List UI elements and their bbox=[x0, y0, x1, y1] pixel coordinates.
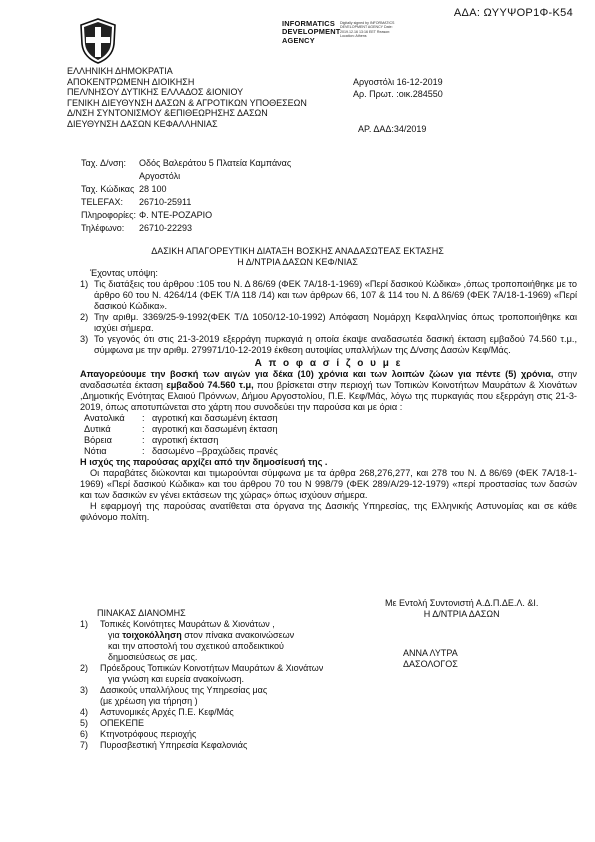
protocol-number: Αρ. Πρωτ. :οικ.284550 bbox=[353, 89, 443, 99]
border-desc: αγροτική και δασωμένη έκταση bbox=[152, 424, 278, 434]
decision-text: στην αναδασωτέα έκταση bbox=[80, 369, 577, 390]
considering-heading: Έχοντας υπόψη: bbox=[90, 268, 158, 278]
distribution-item bbox=[80, 718, 380, 729]
distribution-line: για γνώση και ευρεία ανακοίνωση. bbox=[108, 674, 245, 684]
distribution-item bbox=[80, 685, 380, 707]
contact-value: Αργοστόλι bbox=[139, 171, 181, 181]
border-desc: αγροτική έκταση bbox=[152, 435, 219, 445]
border-row bbox=[84, 413, 577, 424]
signature-logo-line: AGENCY bbox=[282, 35, 315, 45]
list-number: 7) bbox=[80, 740, 89, 750]
border-desc: δασωμένο –βραχώδεις πρανές bbox=[152, 446, 278, 456]
header-line: ΔΙΕΥΘΥΝΣΗ ΔΑΣΩΝ ΚΕΦΑΛΛΗΝΙΑΣ bbox=[67, 118, 218, 129]
list-number: 1) bbox=[80, 619, 89, 629]
contact-label: TELEFAX: bbox=[81, 197, 124, 207]
contact-label: Πληροφορίες: bbox=[81, 210, 136, 220]
decides-heading: Α π ο φ α σ ί ζ ο υ μ ε bbox=[254, 358, 403, 369]
signer-block bbox=[385, 598, 538, 620]
document-title bbox=[0, 246, 595, 268]
signature-details: Digitally signed by INFORMATICS DEVELOPMENT AGENCY Date: 2019.12.16 13:16 EET Reason: Location: Athens bbox=[340, 21, 395, 39]
distribution-line: δημοσιεύσεως σε μας. bbox=[108, 652, 198, 662]
border-row bbox=[84, 424, 577, 435]
list-item bbox=[80, 279, 577, 312]
list-text bbox=[100, 619, 380, 663]
signature-logo bbox=[282, 20, 340, 45]
contact-row bbox=[81, 183, 291, 196]
header-line: ΓΕΝΙΚΗ ΔΙΕΥΘΥΝΣΗ ΔΑΣΩΝ & ΑΓΡΟΤΙΚΩΝ ΥΠΟΘΕΣΕΩΝ bbox=[67, 97, 307, 108]
distribution-line: Πρόεδρους Τοπικών Κοινοτήτων Μαυράτων & Χιονάτων bbox=[100, 663, 324, 673]
signer-role: ΔΑΣΟΛΟΓΟΣ bbox=[403, 659, 458, 669]
border-row bbox=[84, 435, 577, 446]
signature-logo-line: DEVELOPMENT bbox=[282, 27, 341, 37]
list-text: ΟΠΕΚΕΠΕ bbox=[100, 718, 145, 728]
distribution-text: στον πίνακα ανακοινώσεων bbox=[181, 630, 295, 640]
border-direction: Νότια bbox=[84, 446, 107, 456]
distribution-item bbox=[80, 740, 380, 751]
header-line: ΑΠΟΚΕΝΤΡΩΜΕΝΗ ΔΙΟΙΚΗΣΗ bbox=[67, 76, 195, 87]
validity-statement: Η ισχύς της παρούσας αρχίζει από την δημοσίευσή της . bbox=[80, 457, 328, 467]
border-sep: : bbox=[142, 446, 145, 456]
border-row bbox=[84, 446, 577, 457]
authority-header bbox=[67, 66, 307, 130]
list-item bbox=[80, 334, 577, 356]
border-direction: Ανατολικά bbox=[84, 413, 125, 423]
distribution-item bbox=[80, 663, 380, 685]
contact-row bbox=[81, 170, 291, 183]
border-sep: : bbox=[142, 435, 145, 445]
list-text: Το γεγονός ότι στις 21-3-2019 εξερράγη πυρκαγιά η οποία έκαψε αναδασωτέα δασική έκταση εμβαδού 74.560 τ.μ., σύμφωνα με την αριθμ. 279971/10-12-2019 έκθεση αυτοψίας υπαλλήλων της Δ/νσης Δασών Κεφ/Μάς. bbox=[94, 334, 577, 355]
list-number: 6) bbox=[80, 729, 89, 739]
list-text bbox=[100, 685, 380, 707]
distribution-line: (με χρέωση για τήρηση ) bbox=[100, 696, 198, 706]
list-item bbox=[80, 312, 577, 334]
border-direction: Βόρεια bbox=[84, 435, 112, 445]
distribution-line: Τοπικές Κοινότητες Μαυράτων & Χιονάτων , bbox=[100, 619, 275, 629]
contact-label: Τηλέφωνο: bbox=[81, 223, 125, 233]
distribution-bold: τοιχοκόλληση bbox=[122, 630, 182, 640]
distribution-text: για bbox=[108, 630, 123, 640]
border-desc: αγροτική και δασωμένη έκταση bbox=[152, 413, 278, 423]
signer-name: ΑΝΝΑ ΛΥΤΡΑ bbox=[403, 648, 458, 658]
contact-value: Φ. ΝΤΕ-ΡΟΖΑΡΙΟ bbox=[139, 210, 213, 220]
penalties-paragraph: Οι παραβάτες διώκονται και τιμωρούνται σύμφωνα με τα άρθρα 268,276,277, και 278 του Ν. Δ 86/69 (ΦΕΚ 7Α/18-1-1969) «Περί δασικού Κώδικα» και του άρθρου 70 του Ν 998/79 (ΦΕΚ 289/Α/29-12-1979) «περί προστασίας των δασών και των δασικών εν γένει εκτάσεων της χώρας» όπως ισχύουν σήμερα. bbox=[80, 468, 577, 500]
header-line: ΠΕΛ/ΝΗΣΟΥ ΔΥΤΙΚΗΣ ΕΛΛΑΔΟΣ &ΙΟΝΙΟΥ bbox=[67, 87, 244, 98]
header-line: Δ/ΝΣΗ ΣΥΝΤΟΝΙΣΜΟΥ &ΕΠΙΘΕΩΡΗΣΗΣ ΔΑΣΩΝ bbox=[67, 108, 268, 119]
greek-emblem-icon bbox=[78, 18, 118, 64]
list-text: Κτηνοτρόφους περιοχής bbox=[100, 729, 197, 739]
contact-row bbox=[81, 196, 291, 209]
borders-table bbox=[84, 413, 577, 457]
decision-number: ΑΡ. ΔΑΔ:34/2019 bbox=[358, 124, 427, 134]
list-number: 4) bbox=[80, 707, 89, 717]
contact-value: 26710-25911 bbox=[139, 197, 192, 207]
enforcement-paragraph: Η εφαρμογή της παρούσας ανατίθεται στα όργανα της Δασικής Υπηρεσίας, της Ελληνικής Αστυνομίας και σε κάθε φιλόνομο πολίτη. bbox=[80, 501, 577, 522]
contact-row bbox=[81, 157, 291, 170]
distribution-item bbox=[80, 619, 380, 663]
border-sep: : bbox=[142, 413, 145, 423]
signature-name-block bbox=[403, 648, 458, 670]
contact-value: Οδός Βαλεράτου 5 Πλατεία Καμπάνας bbox=[139, 158, 292, 168]
signer-line-1: Με Εντολή Συντονιστή Α.Δ.Π.ΔΕ.Λ. &Ι. bbox=[385, 598, 539, 608]
contact-label bbox=[81, 170, 139, 183]
list-text: Πυροσβεστική Υπηρεσία Κεφαλονιάς bbox=[100, 740, 248, 750]
contact-row bbox=[81, 222, 291, 235]
contact-block bbox=[81, 157, 291, 235]
decision-area: εμβαδού 74.560 τ.μ, bbox=[166, 380, 254, 390]
list-text: Αστυνομικές Αρχές Π.Ε. Κεφ/Μάς bbox=[100, 707, 234, 717]
list-number: 1) bbox=[80, 279, 89, 289]
document-date: Αργοστόλι 16-12-2019 bbox=[353, 77, 443, 87]
list-text: Τις διατάξεις του άρθρου :105 του Ν. Δ 86/69 (ΦΕΚ 7Α/18-1-1969) «Περί δασικού Κώδικα» ,όπως τροποποιήθηκε με το άρθρο 60 του Ν. 4264/14 (ΦΕΚ Τ/Α 118 /14) και των άρθρων 66, 107 & 114 του Ν. Δ 86/69 (ΦΕΚ 7Α/18-1-1969) «Περί δασικού Κώδικα». bbox=[94, 279, 577, 311]
document-body bbox=[80, 268, 577, 523]
title-line-2: Η Δ/ΝΤΡΙΑ ΔΑΣΩΝ ΚΕΦ/ΝΙΑΣ bbox=[237, 257, 358, 267]
ada-number: ΑΔΑ: ΩΥΥΨΟΡ1Φ-Κ54 bbox=[453, 7, 573, 19]
contact-label: Ταχ. Κώδικας bbox=[81, 184, 135, 194]
signer-line-2: Η Δ/ΝΤΡΙΑ ΔΑΣΩΝ bbox=[423, 609, 500, 619]
list-number: 3) bbox=[80, 334, 89, 344]
list-number: 2) bbox=[80, 663, 89, 673]
contact-row bbox=[81, 209, 291, 222]
decision-text: που βρίσκεται στην περιοχή των Τοπικών Κοινοτήτων Μαυράτων & Χιονάτων ,Δημοτικής Ενότητας Ελαιού Πρόννων, Δήμου Αργοστολίου, Π.Ε. Κεφ/Μάς, λόγω της πυρκαγιάς που εξερράγη στις 21-3-2019, όπως αποτυπώνεται στο χάρτη που συνοδεύει την παρούσα και με όρια : bbox=[80, 380, 577, 412]
contact-value: 28 100 bbox=[139, 184, 167, 194]
title-line-1: ΔΑΣΙΚΗ ΑΠΑΓΟΡΕΥΤΙΚΗ ΔΙΑΤΑΞΗ ΒΟΣΚΗΣ ΑΝΑΔΑΣΩΤΕΑΣ ΕΚΤΑΣΗΣ bbox=[151, 246, 444, 256]
decision-paragraph bbox=[80, 369, 577, 413]
list-text bbox=[100, 663, 380, 685]
list-number: 2) bbox=[80, 312, 89, 322]
distribution-item bbox=[80, 729, 380, 740]
signature-logo-line: INFORMATICS bbox=[282, 19, 335, 28]
list-number: 3) bbox=[80, 685, 89, 695]
border-direction: Δυτικά bbox=[84, 424, 111, 434]
distribution-list bbox=[80, 619, 380, 751]
distribution-line: Δασικούς υπαλλήλους της Υπηρεσίας μας bbox=[100, 685, 268, 695]
contact-value: 26710-22293 bbox=[139, 223, 193, 233]
distribution-title: ΠΙΝΑΚΑΣ ΔΙΑΝΟΜΗΣ bbox=[97, 608, 186, 618]
contact-label: Ταχ. Δ/νση: bbox=[81, 158, 127, 168]
distribution-line bbox=[100, 630, 380, 641]
border-sep: : bbox=[142, 424, 145, 434]
distribution-line: και την αποστολή του σχετικού αποδεικτικού bbox=[108, 641, 284, 651]
decision-bold: Απαγορεύουμε την βοσκή των αιγών για δέκα (10) χρόνια και των λοιπών ζώων για πέντε (5) χρόνια, bbox=[80, 369, 554, 379]
list-text: Την αριθμ. 3369/25-9-1992(ΦΕΚ Τ/Δ 1050/12-10-1992) Απόφαση Νομάρχη Κεφαλληνίας όπως τροποποιήθηκε και ισχύει σήμερα. bbox=[94, 312, 577, 333]
header-line: ΕΛΛΗΝΙΚΗ ΔΗΜΟΚΡΑΤΙΑ bbox=[67, 66, 173, 76]
list-number: 5) bbox=[80, 718, 89, 728]
distribution-item bbox=[80, 707, 380, 718]
